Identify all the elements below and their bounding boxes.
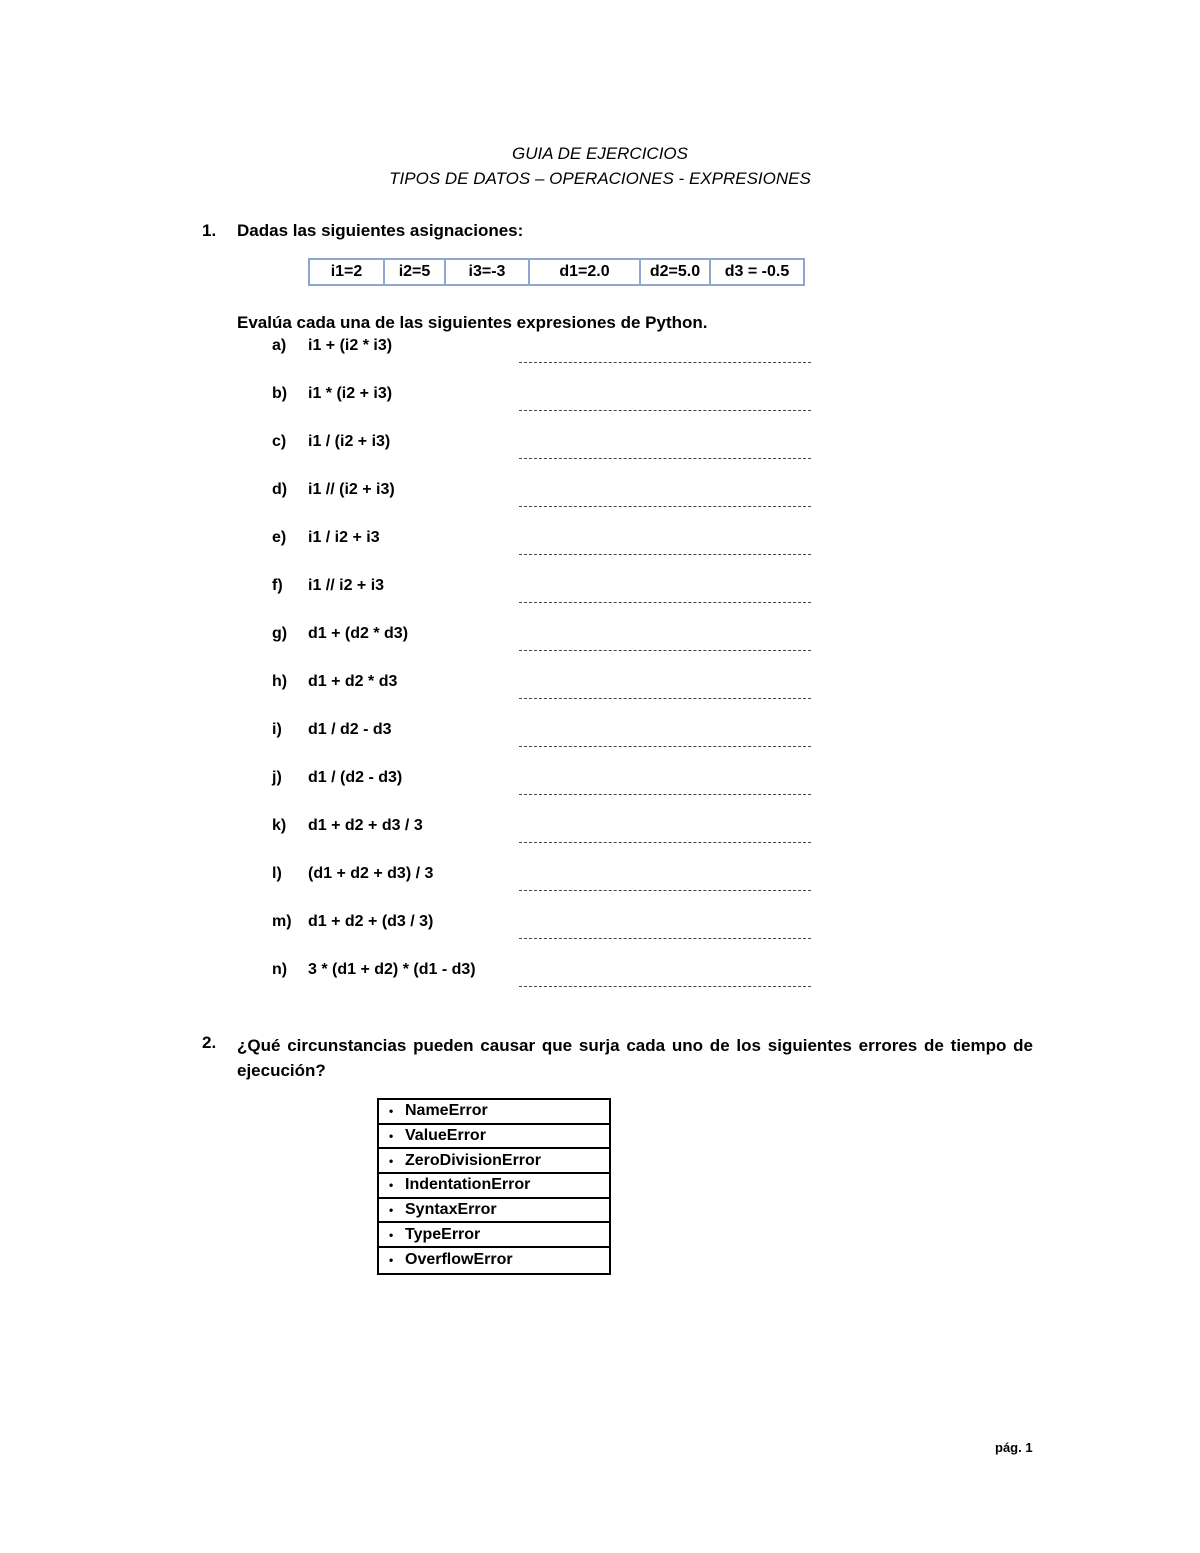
expression-item bbox=[0, 721, 1200, 769]
answer-line[interactable] bbox=[519, 554, 811, 555]
answer-line[interactable] bbox=[519, 410, 811, 411]
answer-line[interactable] bbox=[519, 938, 811, 939]
expression-item bbox=[0, 385, 1200, 433]
expression-item bbox=[0, 961, 1200, 1009]
item-expression: 3 * (d1 + d2) * (d1 - d3) bbox=[308, 961, 476, 978]
item-expression: d1 + (d2 * d3) bbox=[308, 625, 409, 642]
expression-item bbox=[0, 673, 1200, 721]
error-row bbox=[379, 1223, 609, 1248]
item-letter: j) bbox=[272, 769, 282, 786]
item-expression: i1 / i2 + i3 bbox=[308, 529, 380, 546]
document-subtitle: TIPOS DE DATOS – OPERACIONES - EXPRESIONES bbox=[389, 169, 811, 188]
error-row bbox=[379, 1248, 609, 1273]
answer-line[interactable] bbox=[519, 698, 811, 699]
expression-item bbox=[0, 433, 1200, 481]
error-name: SyntaxError bbox=[405, 1201, 497, 1219]
variable-cell: i3=-3 bbox=[446, 260, 530, 284]
error-name: NameError bbox=[405, 1102, 488, 1120]
answer-line[interactable] bbox=[519, 650, 811, 651]
expression-item bbox=[0, 769, 1200, 817]
error-row bbox=[379, 1149, 609, 1174]
item-letter: l) bbox=[272, 865, 282, 882]
item-expression: i1 + (i2 * i3) bbox=[308, 337, 393, 354]
error-row bbox=[379, 1174, 609, 1199]
error-name: ZeroDivisionError bbox=[405, 1151, 542, 1169]
answer-line[interactable] bbox=[519, 794, 811, 795]
expression-item bbox=[0, 529, 1200, 577]
error-name: TypeError bbox=[405, 1225, 481, 1243]
expression-item bbox=[0, 625, 1200, 673]
bullet-icon: • bbox=[389, 1129, 394, 1144]
error-name: OverflowError bbox=[405, 1251, 513, 1269]
item-expression: (d1 + d2 + d3) / 3 bbox=[308, 865, 434, 882]
page-number: pág. 1 bbox=[995, 1440, 1033, 1455]
item-letter: e) bbox=[272, 529, 287, 546]
bullet-icon: • bbox=[389, 1178, 394, 1193]
error-name: IndentationError bbox=[405, 1176, 531, 1194]
item-letter: a) bbox=[272, 337, 287, 354]
item-expression: d1 / (d2 - d3) bbox=[308, 769, 403, 786]
bullet-icon: • bbox=[389, 1104, 394, 1119]
item-expression: i1 // i2 + i3 bbox=[308, 577, 385, 594]
item-letter: i) bbox=[272, 721, 282, 738]
question-1-text: Dadas las siguientes asignaciones: bbox=[237, 221, 524, 240]
variable-cell: i1=2 bbox=[310, 260, 385, 284]
question-2-text: ¿Qué circunstancias pueden causar que surja cada uno de los siguientes errores de tiempo de ejecución? bbox=[237, 1036, 1033, 1080]
answer-line[interactable] bbox=[519, 602, 811, 603]
item-expression: d1 / d2 - d3 bbox=[308, 721, 392, 738]
item-letter: m) bbox=[272, 913, 292, 930]
answer-line[interactable] bbox=[519, 362, 811, 363]
answer-line[interactable] bbox=[519, 842, 811, 843]
bullet-icon: • bbox=[389, 1203, 394, 1218]
variable-cell: d2=5.0 bbox=[641, 260, 711, 284]
errors-table bbox=[377, 1098, 611, 1275]
variable-cell: d3 = -0.5 bbox=[724, 263, 790, 280]
item-expression: d1 + d2 + (d3 / 3) bbox=[308, 913, 434, 930]
variable-cell: i2=5 bbox=[385, 260, 446, 284]
item-expression: d1 + d2 + d3 / 3 bbox=[308, 817, 423, 834]
item-letter: n) bbox=[272, 961, 288, 978]
expression-item bbox=[0, 577, 1200, 625]
item-letter: b) bbox=[272, 385, 288, 402]
item-letter: k) bbox=[272, 817, 287, 834]
document-title: GUIA DE EJERCICIOS bbox=[511, 144, 688, 163]
answer-line[interactable] bbox=[519, 746, 811, 747]
expression-item bbox=[0, 913, 1200, 961]
question-1-number: 1. bbox=[202, 221, 217, 240]
bullet-icon: • bbox=[389, 1253, 394, 1268]
item-letter: f) bbox=[272, 577, 283, 594]
expression-item bbox=[0, 865, 1200, 913]
item-expression: d1 + d2 * d3 bbox=[308, 673, 398, 690]
item-letter: h) bbox=[272, 673, 288, 690]
variables-table bbox=[308, 258, 805, 286]
expression-item bbox=[0, 817, 1200, 865]
expression-item bbox=[0, 337, 1200, 385]
instruction-text: Evalúa cada una de las siguientes expresiones de Python. bbox=[237, 313, 708, 332]
error-row bbox=[379, 1125, 609, 1150]
bullet-icon: • bbox=[389, 1153, 394, 1168]
answer-line[interactable] bbox=[519, 986, 811, 987]
answer-line[interactable] bbox=[519, 890, 811, 891]
variable-cell: d1=2.0 bbox=[530, 260, 641, 284]
item-expression: i1 * (i2 + i3) bbox=[308, 385, 393, 402]
item-letter: d) bbox=[272, 481, 288, 498]
answer-line[interactable] bbox=[519, 458, 811, 459]
item-expression: i1 // (i2 + i3) bbox=[308, 481, 395, 498]
expression-item bbox=[0, 481, 1200, 529]
error-row bbox=[379, 1100, 609, 1125]
error-row bbox=[379, 1199, 609, 1224]
item-expression: i1 / (i2 + i3) bbox=[308, 433, 391, 450]
bullet-icon: • bbox=[389, 1227, 394, 1242]
question-2-number: 2. bbox=[202, 1033, 217, 1052]
answer-line[interactable] bbox=[519, 506, 811, 507]
item-letter: g) bbox=[272, 625, 288, 642]
error-name: ValueError bbox=[405, 1127, 486, 1145]
item-letter: c) bbox=[272, 433, 287, 450]
